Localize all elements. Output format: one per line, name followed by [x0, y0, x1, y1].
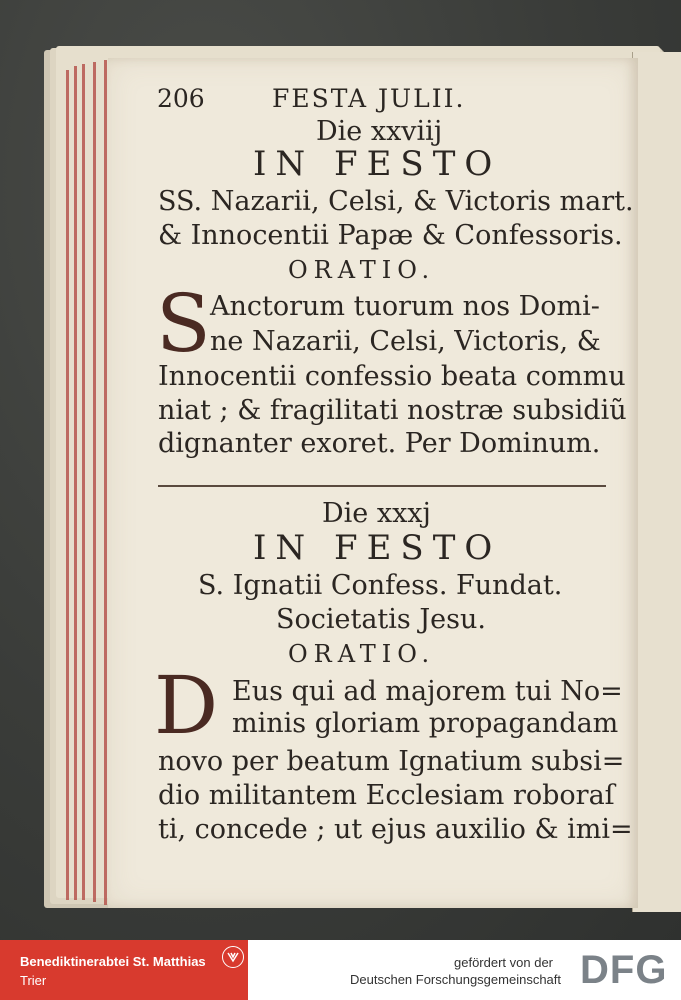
saint-line: Societatis Jesu.	[276, 604, 486, 635]
prayer-line: ti, concede ; ut ejus auxilio & imi=	[158, 814, 633, 845]
saints-line: & Innocentii Papæ & Confessoris.	[158, 220, 623, 251]
red-page-edge	[66, 70, 69, 900]
funder-panel[interactable]	[248, 940, 681, 1000]
feast-heading: IN FESTO	[253, 144, 502, 184]
funded-by-label: gefördert von der	[454, 955, 554, 970]
saints-line: SS. Nazarii, Celsi, & Victoris mart.	[158, 186, 634, 217]
prayer-line: dignanter exoret. Per Dominum.	[158, 428, 601, 459]
oratio-heading: ORATIO.	[288, 256, 436, 284]
facing-page	[632, 52, 681, 912]
prayer-line: Anctorum tuorum nos Domi-	[210, 291, 600, 322]
oratio-heading: ORATIO.	[288, 640, 436, 668]
footer-bar	[0, 940, 681, 1000]
prayer-line: minis gloriam propagandam	[232, 708, 619, 739]
red-page-edge	[93, 62, 96, 902]
prayer-line: dio militantem Ecclesiam roboraſ	[158, 780, 615, 811]
institution-name: Benediktinerabtei St. Matthias	[20, 954, 206, 969]
drop-cap-initial: D	[154, 659, 219, 752]
prayer-line: ne Nazarii, Celsi, Victoris, &	[210, 326, 601, 357]
running-title: FESTA JULII.	[272, 84, 466, 113]
feast-date: Die xxxj	[322, 498, 431, 529]
feast-date: Die xxviij	[316, 116, 443, 147]
prayer-line: novo per beatum Ignatium subsi=	[158, 746, 625, 777]
prayer-line: Innocentii confessio beata commu	[158, 361, 626, 392]
red-page-edge	[74, 66, 77, 900]
red-page-edge	[104, 60, 107, 905]
drop-cap-initial: S	[156, 277, 211, 370]
funder-name: Deutschen Forschungsgemeinschaft	[350, 972, 562, 987]
page-number: 206	[157, 84, 205, 113]
institution-city: Trier	[20, 973, 47, 988]
prayer-line: niat ; & fragilitati nostræ subsidiũ	[158, 395, 627, 426]
feast-heading: IN FESTO	[253, 528, 502, 568]
institution-panel[interactable]	[0, 940, 248, 1000]
prayer-line: Eus qui ad majorem tui No=	[232, 676, 623, 707]
dfg-logo: DFG	[580, 948, 668, 992]
saint-line: S. Ignatii Confess. Fundat.	[198, 570, 563, 601]
red-page-edge	[82, 64, 85, 900]
section-divider	[158, 485, 606, 487]
abbey-logo-icon	[222, 946, 244, 968]
